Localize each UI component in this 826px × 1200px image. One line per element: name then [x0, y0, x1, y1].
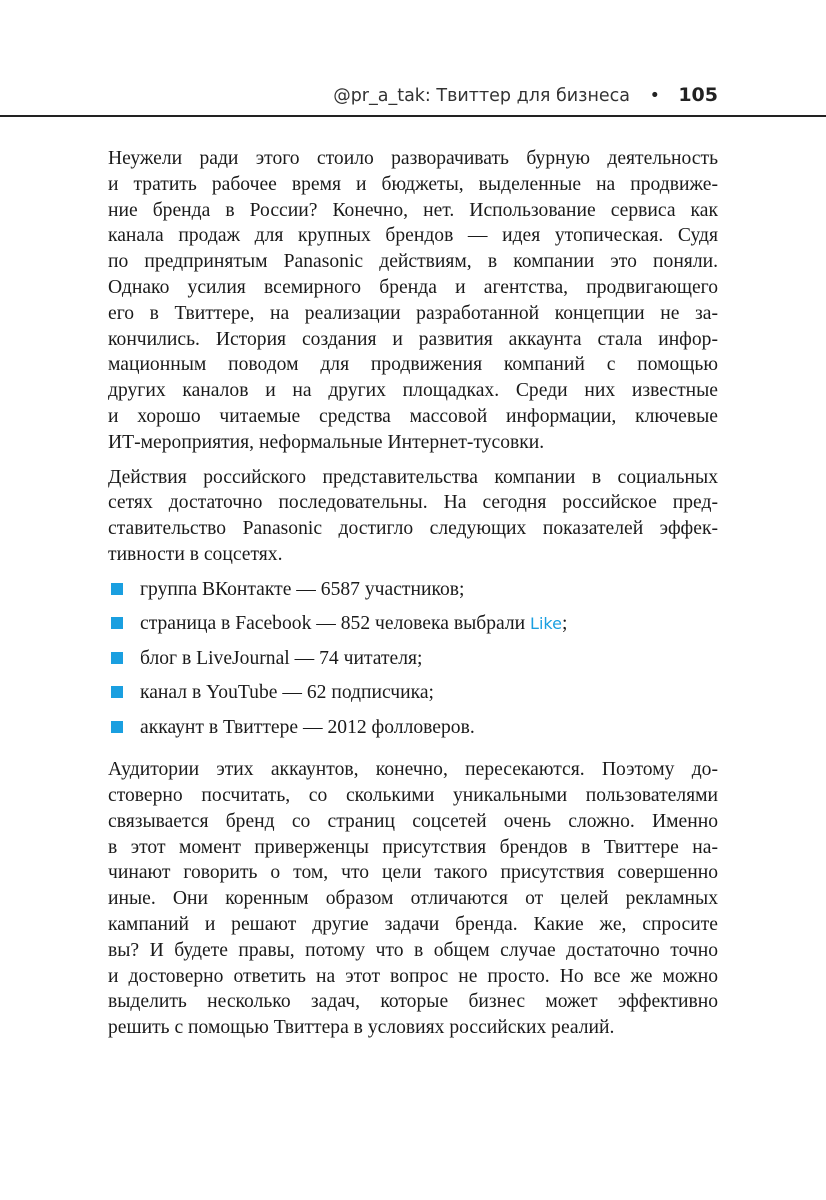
list-item: [108, 577, 718, 612]
list-item: [108, 611, 718, 646]
text-line: и достоверно ответить на этот вопрос не просто. Но все же можно: [108, 965, 718, 987]
text-line: его в Твиттере, на реализации разработанной концепции не за-: [108, 302, 718, 324]
paragraph-2: [108, 465, 718, 568]
page-number: 105: [678, 84, 718, 106]
list-item: [108, 646, 718, 681]
bullet-square-icon: [111, 617, 123, 629]
text-line: Действия российского представительства компании в социальных: [108, 466, 718, 488]
list-item-text: страница в Facebook — 852 человека выбрали: [140, 613, 531, 635]
page-body: [108, 146, 718, 1050]
paragraph-1: [108, 146, 718, 456]
text-line: кончились. История создания и развития аккаунта стала инфор-: [108, 328, 718, 350]
list-item-text: группа ВКонтакте — 6587 участников;: [140, 578, 465, 600]
stats-list: [108, 577, 718, 750]
text-line: ние бренда в России? Конечно, нет. Использование сервиса как: [108, 199, 718, 221]
text-line: Однако усилия всемирного бренда и агентства, продвигающего: [108, 276, 718, 298]
bullet-square-icon: [111, 583, 123, 595]
list-item-text: блог в LiveJournal — 74 читателя;: [140, 647, 423, 669]
text-line: выделить несколько задач, которые бизнес может эффективно: [108, 991, 718, 1013]
list-item: [108, 715, 718, 750]
text-line: ставительство Panasonic достигло следующих показателей эффек-: [108, 518, 718, 540]
header-rule: [0, 115, 826, 117]
list-item: [108, 680, 718, 715]
paragraph-3: [108, 757, 718, 1041]
text-line: канала продаж для крупных брендов — идея утопическая. Судя: [108, 225, 718, 247]
text-line: иные. Они коренным образом отличаются от целей рекламных: [108, 888, 718, 910]
text-line: в этот момент приверженцы присутствия брендов в Твиттере на-: [108, 836, 718, 858]
text-line: чинают говорить о том, что цели такого присутствия совершенно: [108, 862, 718, 884]
list-item-text: канал в YouTube — 62 подписчика;: [140, 682, 435, 704]
text-line: стоверно посчитать, со сколькими уникальными пользователями: [108, 785, 718, 807]
text-line: сетях достаточно последовательны. На сегодня российское пред-: [108, 492, 718, 514]
text-line: тивности в соцсетях.: [108, 543, 283, 565]
text-line: и тратить рабочее время и бюджеты, выделенные на продвиже-: [108, 173, 718, 195]
text-line: Аудитории этих аккаунтов, конечно, пересекаются. Поэтому до-: [108, 759, 718, 781]
list-item-tail: ;: [561, 613, 568, 635]
text-line: вы? И будете правы, потому что в общем случае достаточно точно: [108, 939, 718, 961]
header-separator: •: [649, 86, 660, 106]
text-line: кампаний и решают другие задачи бренда. Какие же, спросите: [108, 914, 718, 936]
running-header: [0, 84, 826, 116]
text-line: мационным поводом для продвижения компаний с помощью: [108, 354, 718, 376]
text-line: по предпринятым Panasonic действиям, в компании это поняли.: [108, 251, 718, 273]
text-line: других каналов и на других площадках. Среди них известные: [108, 380, 718, 402]
text-line: и хорошо читаемые средства массовой информации, ключевые: [108, 405, 718, 427]
text-line: Неужели ради этого стоило разворачивать бурную деятельность: [108, 148, 718, 169]
bullet-square-icon: [111, 652, 123, 664]
text-line: ИТ-мероприятия, неформальные Интернет-тусовки.: [108, 431, 545, 453]
running-title: @pr_a_tak: Твиттер для бизнеса: [333, 86, 630, 106]
text-line: решить с помощью Твиттера в условиях российских реалий.: [108, 1017, 615, 1039]
text-line: связывается бренд со страниц соцсетей очень сложно. Именно: [108, 810, 718, 832]
like-term: Like: [530, 614, 562, 634]
bullet-square-icon: [111, 721, 123, 733]
bullet-square-icon: [111, 686, 123, 698]
list-item-text: аккаунт в Твиттере — 2012 фолловеров.: [140, 716, 475, 738]
